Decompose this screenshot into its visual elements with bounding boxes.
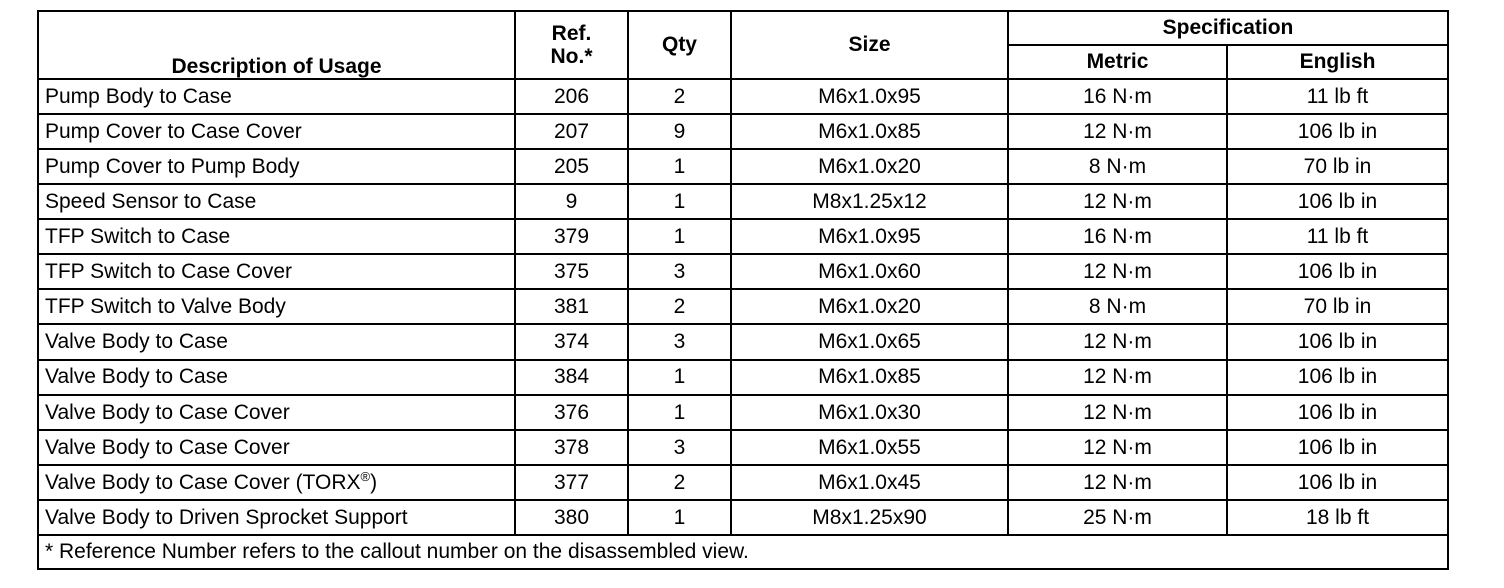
- cell-english: 106 lb in: [1227, 324, 1448, 359]
- table-row: [38, 254, 1448, 289]
- cell-english: 11 lb ft: [1227, 219, 1448, 254]
- description-text: Pump Body to Case: [45, 84, 232, 108]
- table-row: [38, 465, 1448, 500]
- cell-description: [38, 395, 515, 430]
- table-row: [38, 430, 1448, 465]
- cell-ref-no: 206: [515, 79, 628, 114]
- cell-size: M6x1.0x95: [731, 79, 1008, 114]
- cell-description: [38, 219, 515, 254]
- cell-metric: 8 N·m: [1008, 289, 1227, 324]
- cell-description: [38, 430, 515, 465]
- cell-english: 106 lb in: [1227, 114, 1448, 149]
- cell-metric: 12 N·m: [1008, 430, 1227, 465]
- header-ref-line2: No.*: [550, 45, 593, 68]
- description-text: TFP Switch to Case: [45, 225, 231, 249]
- cell-ref-no: 381: [515, 289, 628, 324]
- cell-qty: 2: [628, 79, 731, 114]
- cell-size: M6x1.0x85: [731, 114, 1008, 149]
- cell-ref-no: 378: [515, 430, 628, 465]
- table-row: [38, 114, 1448, 149]
- cell-english: 106 lb in: [1227, 465, 1448, 500]
- cell-size: M6x1.0x85: [731, 360, 1008, 395]
- cell-ref-no: 377: [515, 465, 628, 500]
- cell-description: [38, 254, 515, 289]
- cell-ref-no: 205: [515, 149, 628, 184]
- cell-description: [38, 500, 515, 535]
- cell-qty: 1: [628, 184, 731, 219]
- header-ref-no: [515, 11, 628, 79]
- header-qty: Qty: [628, 11, 731, 79]
- cell-qty: 1: [628, 149, 731, 184]
- cell-description: [38, 114, 515, 149]
- cell-qty: 3: [628, 430, 731, 465]
- cell-description: [38, 360, 515, 395]
- cell-english: 18 lb ft: [1227, 500, 1448, 535]
- cell-english: 106 lb in: [1227, 395, 1448, 430]
- description-text: Valve Body to Case: [45, 330, 228, 354]
- description-text: Pump Cover to Pump Body: [45, 155, 300, 179]
- header-metric: Metric: [1008, 45, 1227, 79]
- cell-description: [38, 79, 515, 114]
- cell-ref-no: 379: [515, 219, 628, 254]
- cell-metric: 16 N·m: [1008, 79, 1227, 114]
- cell-metric: 12 N·m: [1008, 324, 1227, 359]
- cell-size: M6x1.0x20: [731, 289, 1008, 324]
- cell-ref-no: 384: [515, 360, 628, 395]
- cell-ref-no: 380: [515, 500, 628, 535]
- cell-ref-no: 207: [515, 114, 628, 149]
- cell-metric: 12 N·m: [1008, 360, 1227, 395]
- description-text: Valve Body to Case Cover (TORX: [45, 470, 361, 494]
- cell-size: M6x1.0x55: [731, 430, 1008, 465]
- cell-size: M8x1.25x12: [731, 184, 1008, 219]
- cell-qty: 1: [628, 500, 731, 535]
- footnote: * Reference Number refers to the callout number on the disassembled view.: [38, 535, 1448, 569]
- cell-size: M8x1.25x90: [731, 500, 1008, 535]
- description-text: TFP Switch to Case Cover: [45, 260, 293, 284]
- cell-qty: 3: [628, 324, 731, 359]
- cell-qty: 9: [628, 114, 731, 149]
- table-row: [38, 500, 1448, 535]
- description-text: Valve Body to Driven Sprocket Support: [45, 505, 408, 529]
- cell-english: 70 lb in: [1227, 149, 1448, 184]
- header-description: Description of Usage: [38, 11, 515, 79]
- cell-english: 106 lb in: [1227, 430, 1448, 465]
- header-ref-line1: Ref.: [551, 21, 592, 45]
- header-specification: Specification: [1008, 11, 1448, 45]
- cell-metric: 8 N·m: [1008, 149, 1227, 184]
- description-text: Speed Sensor to Case: [45, 190, 257, 214]
- description-text: Valve Body to Case Cover: [45, 435, 290, 459]
- description-text: Valve Body to Case: [45, 365, 228, 389]
- cell-metric: 12 N·m: [1008, 184, 1227, 219]
- cell-qty: 1: [628, 395, 731, 430]
- table-row: [38, 395, 1448, 430]
- cell-english: 70 lb in: [1227, 289, 1448, 324]
- cell-size: M6x1.0x95: [731, 219, 1008, 254]
- torque-spec-table: [37, 10, 1449, 570]
- cell-english: 106 lb in: [1227, 360, 1448, 395]
- cell-size: M6x1.0x30: [731, 395, 1008, 430]
- table-row: [38, 184, 1448, 219]
- table-row: [38, 360, 1448, 395]
- cell-metric: 25 N·m: [1008, 500, 1227, 535]
- cell-metric: 12 N·m: [1008, 395, 1227, 430]
- cell-qty: 1: [628, 360, 731, 395]
- cell-qty: 3: [628, 254, 731, 289]
- cell-english: 106 lb in: [1227, 254, 1448, 289]
- description-text: Pump Cover to Case Cover: [45, 120, 302, 144]
- table-row: [38, 289, 1448, 324]
- cell-qty: 2: [628, 465, 731, 500]
- cell-size: M6x1.0x45: [731, 465, 1008, 500]
- registered-mark: ®: [360, 468, 371, 484]
- cell-metric: 12 N·m: [1008, 114, 1227, 149]
- table-row: [38, 149, 1448, 184]
- table-row: [38, 79, 1448, 114]
- cell-ref-no: 374: [515, 324, 628, 359]
- cell-ref-no: 376: [515, 395, 628, 430]
- header-english: English: [1227, 45, 1448, 79]
- table-row: [38, 324, 1448, 359]
- cell-size: M6x1.0x65: [731, 324, 1008, 359]
- header-size: Size: [731, 11, 1008, 79]
- description-text: TFP Switch to Valve Body: [45, 295, 286, 319]
- table-body: [38, 79, 1448, 535]
- cell-description: [38, 324, 515, 359]
- cell-english: 106 lb in: [1227, 184, 1448, 219]
- cell-description: [38, 465, 515, 500]
- cell-metric: 16 N·m: [1008, 219, 1227, 254]
- cell-description: [38, 289, 515, 324]
- cell-metric: 12 N·m: [1008, 254, 1227, 289]
- table-row: [38, 219, 1448, 254]
- cell-qty: 2: [628, 289, 731, 324]
- cell-ref-no: 9: [515, 184, 628, 219]
- cell-qty: 1: [628, 219, 731, 254]
- cell-ref-no: 375: [515, 254, 628, 289]
- cell-size: M6x1.0x60: [731, 254, 1008, 289]
- cell-size: M6x1.0x20: [731, 149, 1008, 184]
- cell-metric: 12 N·m: [1008, 465, 1227, 500]
- cell-description: [38, 149, 515, 184]
- description-text: Valve Body to Case Cover: [45, 400, 290, 424]
- cell-english: 11 lb ft: [1227, 79, 1448, 114]
- cell-description: [38, 184, 515, 219]
- description-tail: ): [370, 470, 378, 494]
